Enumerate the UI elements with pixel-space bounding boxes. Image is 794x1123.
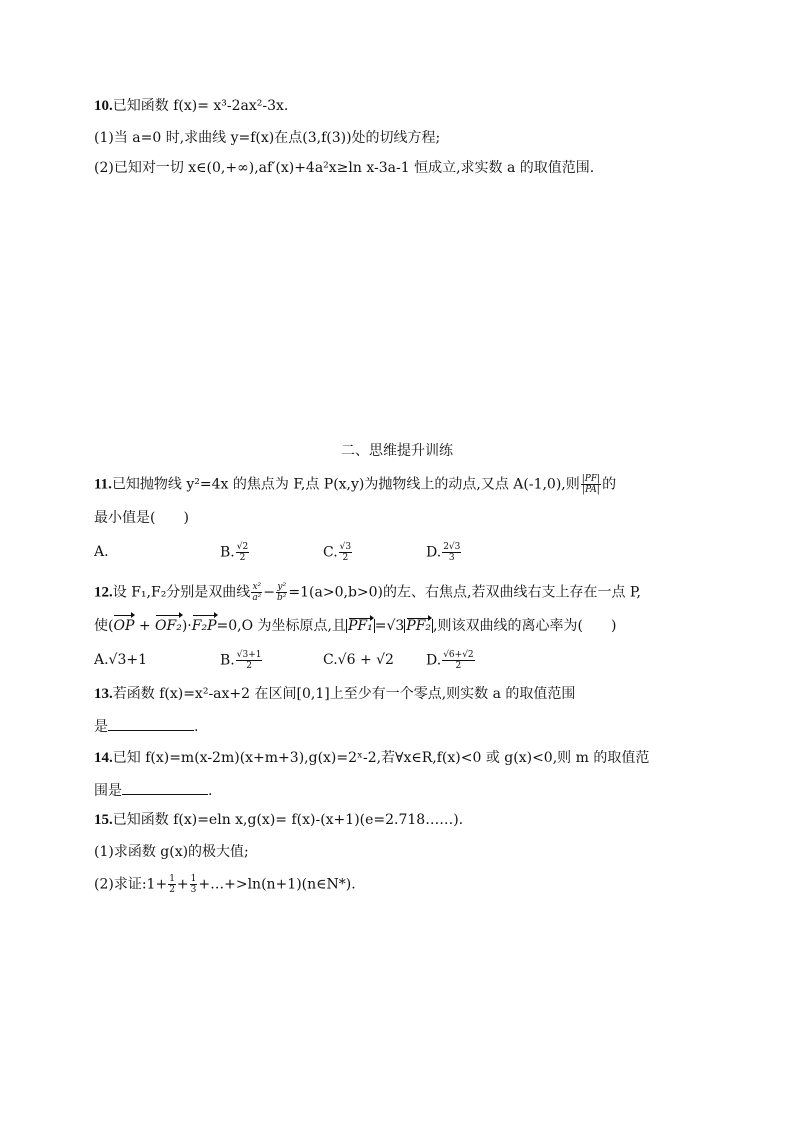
q12-vector-pf2: PF₂ — [406, 618, 432, 634]
q14-end: . — [208, 783, 213, 799]
q12-y2: y² — [277, 582, 287, 592]
q12-option-b — [220, 650, 263, 671]
q12-option-b-den: 2 — [246, 661, 252, 671]
q12-option-d-label: D. — [426, 652, 442, 669]
q12-line2-a: 使( — [94, 618, 114, 634]
q13-answer-blank[interactable] — [108, 716, 194, 731]
q15-third-fraction — [190, 874, 198, 895]
q11-option-c-fraction — [339, 542, 352, 563]
q13-line1 — [94, 684, 575, 704]
q11-ratio-den: |PA| — [582, 485, 600, 495]
q12-line2-b: )· — [181, 618, 192, 634]
q11-option-b-fraction — [236, 542, 249, 563]
q15-part2 — [94, 874, 356, 895]
q12-option-d-num: √6+√2 — [443, 650, 474, 660]
q12-a2: a² — [252, 593, 262, 603]
q11-ratio-fraction — [581, 474, 601, 495]
q12-stem-b: =1(a>0,b>0)的左、右焦点,若双曲线右支上存在一点 P, — [288, 584, 641, 601]
q11-stem-b: 的 — [602, 476, 617, 493]
q12-line2-c: =0,O 为坐标原点,且 — [216, 618, 346, 634]
q15-number: 15. — [94, 812, 113, 828]
q15-third-den: 3 — [190, 885, 197, 895]
q12-stem-a: 设 F₁,F₂分别是双曲线 — [112, 584, 251, 601]
q11-option-c-label: C. — [323, 544, 338, 561]
q12-abs-pf2 — [404, 619, 433, 633]
q15-half-num: 1 — [169, 874, 175, 884]
q14-line2-text: 围是 — [94, 783, 122, 799]
q15-third-num: 1 — [190, 874, 197, 884]
q11-option-b — [220, 542, 250, 563]
q10-part2: (2)已知对一切 x∈(0,+∞),af′(x)+4a²x≥ln x-3a-1 恒成立,求实数 a 的取值范围. — [94, 160, 595, 176]
q14-number: 14. — [94, 750, 113, 766]
q13-end: . — [194, 719, 199, 735]
q11-stem-a: 已知抛物线 y²=4x 的焦点为 F,点 P(x,y)为抛物线上的动点,又点 A(-1,0),则 — [111, 476, 580, 493]
q11-option-d — [426, 542, 462, 563]
q12-vector-f2p: F₂P — [191, 618, 217, 634]
q10-stem-text: 已知函数 f(x)= x³-2ax²-3x. — [112, 98, 289, 114]
q11-stem-c: 最小值是( ) — [94, 510, 189, 526]
q13-line2 — [94, 716, 198, 737]
q10-stem — [94, 96, 288, 116]
q12-number: 12. — [94, 584, 113, 601]
q14-line1 — [94, 748, 649, 768]
q15-part2-b: +…+>ln(n+1)(n∈N*). — [198, 876, 356, 893]
q15-half-fraction — [168, 874, 176, 895]
q12-option-b-label: B. — [220, 652, 235, 669]
q12-line2-d: =√3 — [374, 618, 405, 634]
q12-x-fraction — [251, 582, 262, 603]
q10-number: 10. — [94, 98, 113, 114]
q12-option-b-num: √3+1 — [236, 650, 262, 660]
q13-number: 13. — [94, 686, 113, 702]
q12-y-fraction — [276, 582, 287, 603]
q11-ratio-num: |PF| — [581, 474, 601, 484]
q15-part1: (1)求函数 g(x)的极大值; — [94, 844, 249, 860]
q14-line2 — [94, 780, 212, 801]
q12-option-d-den: 2 — [455, 661, 462, 671]
q12-minus: − — [263, 584, 276, 601]
q11-option-d-fraction — [442, 542, 461, 563]
q11-option-d-label: D. — [426, 544, 442, 561]
q12-vector-pf1: PF₁ — [347, 618, 373, 634]
q12-option-d — [426, 650, 476, 671]
q13-line1-text: 若函数 f(x)=x²-ax+2 在区间[0,1]上至少有一个零点,则实数 a 的取值范围 — [112, 686, 576, 702]
q11-stem — [94, 474, 616, 495]
q11-option-d-num: 2√3 — [443, 542, 461, 552]
q15-half-den: 2 — [169, 885, 175, 895]
q12-abs-pf1 — [346, 619, 375, 633]
q12-stem — [94, 582, 641, 603]
q11-option-a: A. — [94, 544, 109, 560]
q11-number: 11. — [94, 476, 112, 493]
q12-option-a: A.√3+1 — [94, 652, 148, 668]
q13-line2-text: 是 — [94, 719, 108, 735]
q11-option-d-den: 3 — [448, 553, 455, 563]
q11-option-b-den: 2 — [239, 553, 246, 563]
q12-option-d-fraction — [442, 650, 474, 671]
q12-plus: + — [134, 618, 156, 634]
q15-part2-a: (2)求证:1+ — [94, 876, 168, 893]
q11-option-c — [323, 542, 353, 563]
q12-vector-op: OP — [113, 618, 135, 634]
q14-answer-blank[interactable] — [122, 780, 208, 795]
q12-vector-of2: OF₂ — [155, 618, 182, 634]
q11-option-c-den: 2 — [342, 553, 349, 563]
q15-stem — [94, 810, 463, 830]
q15-plus: + — [176, 876, 189, 893]
section-title: 二、思维提升训练 — [341, 443, 453, 459]
q11-option-b-num: √2 — [236, 542, 249, 552]
q12-line2-e: ,则该双曲线的离心率为( ) — [433, 618, 617, 634]
q14-line1-text: 已知 f(x)=m(x-2m)(x+m+3),g(x)=2ˣ-2,若∀x∈R,f(x)<0 或 g(x)<0,则 m 的取值范 — [112, 750, 650, 766]
q15-stem-text: 已知函数 f(x)=eln x,g(x)= f(x)-(x+1)(e=2.718……). — [112, 812, 464, 828]
q12-option-b-fraction — [236, 650, 263, 671]
q12-b2: b² — [277, 593, 287, 603]
q12-x2: x² — [252, 582, 262, 592]
q11-option-b-label: B. — [220, 544, 235, 561]
q11-option-c-num: √3 — [339, 542, 352, 552]
q10-part1: (1)当 a=0 时,求曲线 y=f(x)在点(3,f(3))处的切线方程; — [94, 130, 441, 146]
q12-line2 — [94, 616, 616, 636]
q12-option-c: C.√6 + √2 — [323, 652, 394, 668]
